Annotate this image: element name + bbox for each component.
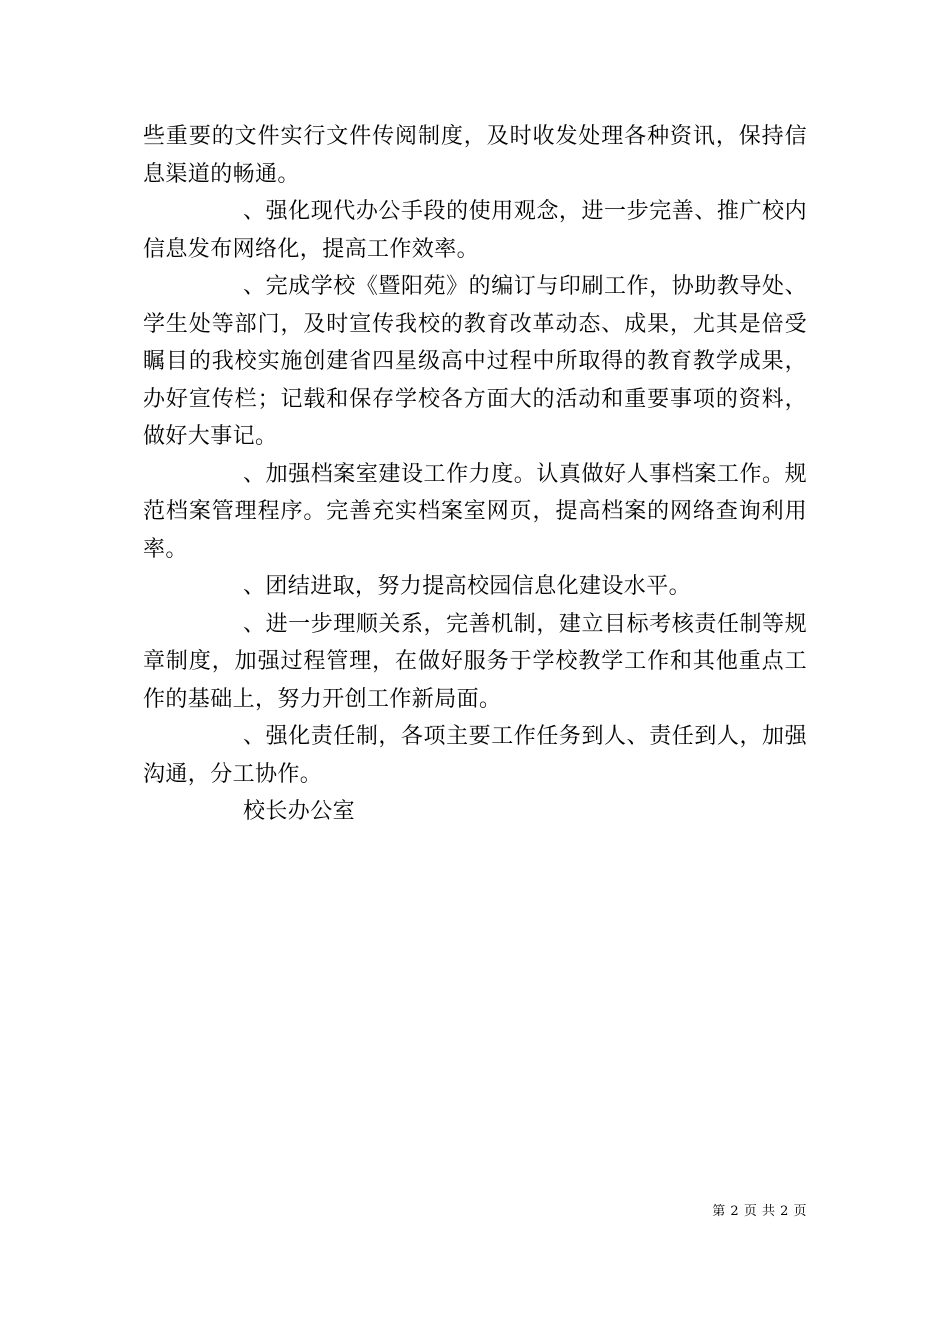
paragraph-6: 、进一步理顺关系，完善机制，建立目标考核责任制等规章制度，加强过程管理，在做好服务于学校教学工作和其他重点工作的基础上，努力开创工作新局面。 [143, 611, 807, 712]
paragraph-3: 、完成学校《暨阳苑》的编订与印刷工作，协助教导处、学生处等部门，及时宣传我校的教育改革动态、成果，尤其是倍受瞩目的我校实施创建省四星级高中过程中所取得的教育教学成果，办好宣传栏；记载和保存学校各方面大的活动和重要事项的资料，做好大事记。 [143, 274, 807, 449]
document-body [143, 118, 807, 831]
page-number-footer: 第 2 页 共 2 页 [712, 1204, 807, 1219]
signature: 校长办公室 [243, 799, 356, 824]
paragraph-1: 些重要的文件实行文件传阅制度，及时收发处理各种资讯，保持信息渠道的畅通。 [143, 124, 807, 187]
paragraph-2: 、强化现代办公手段的使用观念，进一步完善、推广校内信息发布网络化，提高工作效率。 [143, 199, 807, 262]
paragraph-7: 、强化责任制，各项主要工作任务到人、责任到人，加强沟通，分工协作。 [143, 724, 807, 787]
paragraph-5: 、团结进取，努力提高校园信息化建设水平。 [243, 574, 692, 599]
paragraph-4: 、加强档案室建设工作力度。认真做好人事档案工作。规范档案管理程序。完善充实档案室网页，提高档案的网络查询利用率。 [143, 461, 807, 562]
